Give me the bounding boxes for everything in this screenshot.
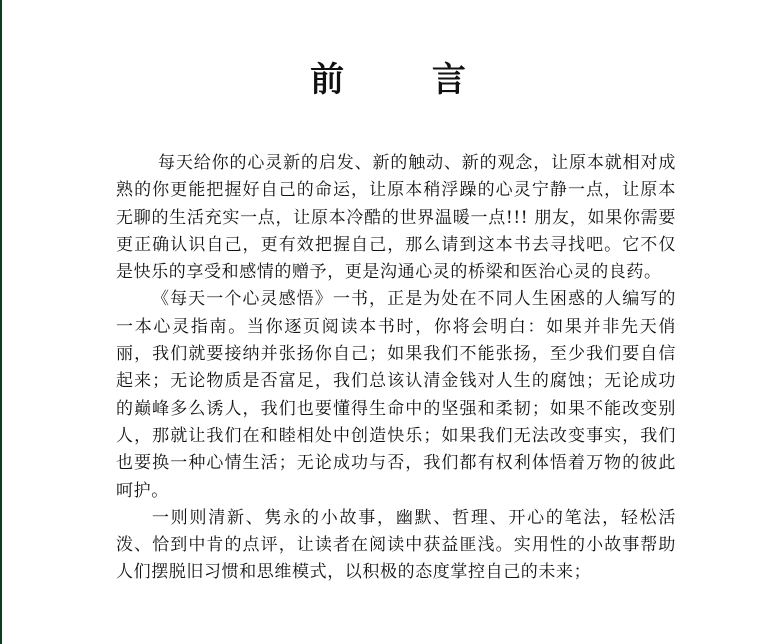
paragraph-3: 一则则清新、隽永的小故事，幽默、哲理、开心的笔法，轻松活泼、恰到中肯的点评，让读者在阅读中获益匪浅。实用性的小故事帮助人们摆脱旧习惯和思维模式，以积极的态度掌控自己的未来；: [116, 507, 676, 583]
paragraph-2: 《每天一个心灵感悟》一书，正是为处在不同人生困惑的人编写的一本心灵指南。当你逐页阅读本书时，你将会明白：如果并非先天俏丽，我们就要接纳并张扬你自己；如果我们不能张扬，至少我们要自信起来；无论物质是否富足，我们总该认清金钱对人生的腐蚀；无论成功的巅峰多么诱人，我们也要懂得生命中的坚强和柔韧；如果不能改变别人，那就让我们在和睦相处中创造快乐；如果我们无法改变事实，我们也要换一种心情生活；无论成功与否，我们都有权利体悟着万物的彼此呵护。: [116, 289, 676, 501]
preface-body: [116, 150, 676, 587]
paragraph-1: 每天给你的心灵新的启发、新的触动、新的观念，让原本就相对成熟的你更能把握好自己的命运，让原本稍浮躁的心灵宁静一点，让原本无聊的生活充实一点，让原本冷酷的世界温暖一点!!! 朋友，如果你需要更正确认识自己，更有效把握自己，那么请到这本书去寻找吧。它不仅是快乐的享受和感情的赠予，更是沟通心灵的桥梁和医治心灵的良药。: [116, 153, 676, 283]
page-title: 前 言: [310, 60, 504, 100]
